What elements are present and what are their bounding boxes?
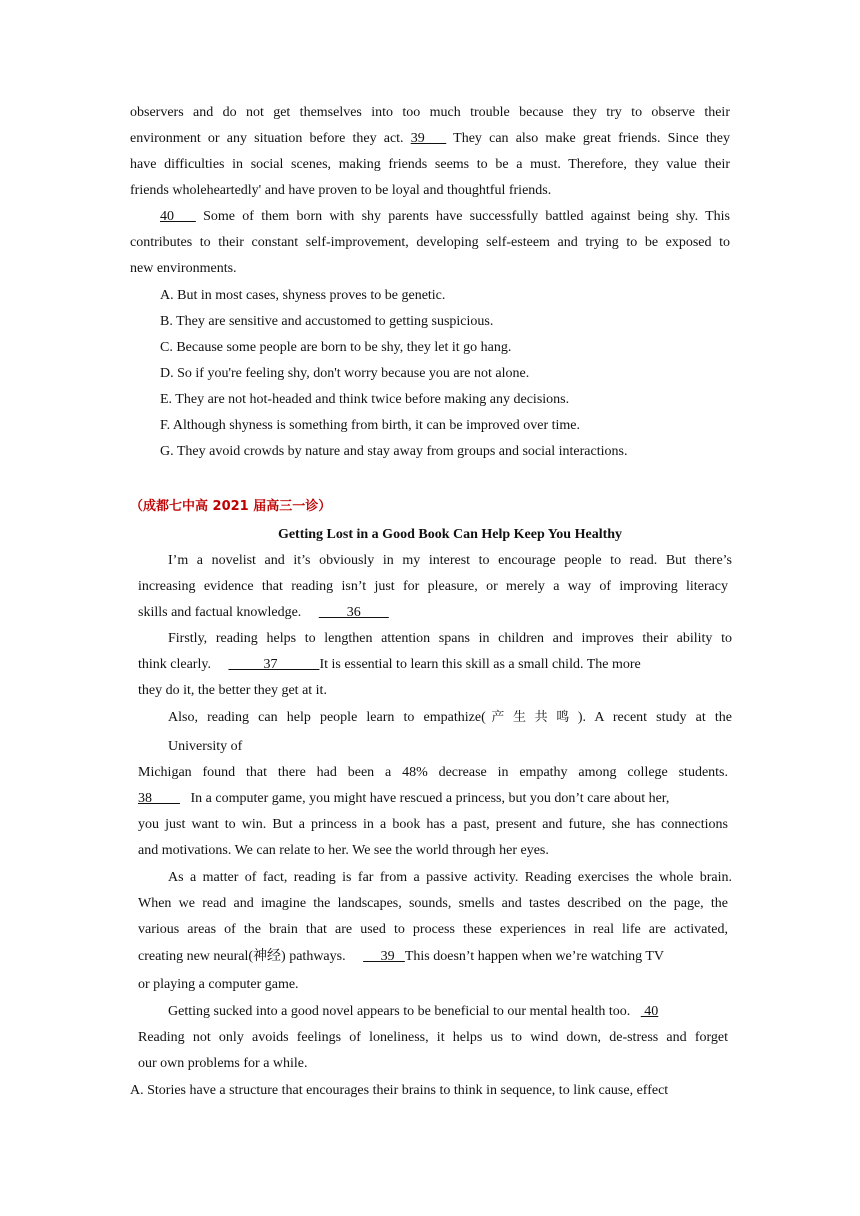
text-line: skills and factual knowledge. 36	[138, 605, 389, 620]
answer-blank-40[interactable]: 40	[160, 209, 196, 224]
text-line: Firstly, reading helps to lengthen attention spans in children and improves their ability to	[168, 631, 732, 646]
text-line: our own problems for a while.	[138, 1056, 308, 1071]
text-line: new environments.	[130, 261, 237, 276]
text-line: Also, reading can help people learn to empathize(产生共鸣). A recent study at the	[168, 710, 732, 725]
passage-title: Getting Lost in a Good Book Can Help Keep You Healthy	[277, 527, 623, 542]
text-line: or playing a computer game.	[138, 977, 299, 992]
text-line: friends wholeheartedly' and have proven to be loyal and thoughtful friends.	[130, 183, 552, 198]
text-line: Michigan found that there had been a 48% decrease in empathy among college students.	[138, 765, 728, 780]
text-line: When we read and imagine the landscapes, sounds, smells and tastes described on the page, the	[138, 896, 728, 911]
text-line: you just want to win. But a princess in a book has a past, present and future, she has connections	[138, 817, 728, 832]
text-line: Getting sucked into a good novel appears to be beneficial to our mental health too. 40	[168, 1004, 659, 1019]
text-line: have difficulties in social scenes, making friends seems to be a must. Therefore, they value their	[130, 157, 730, 172]
source-label: （成都七中高 2021 届高三一诊）	[130, 499, 332, 514]
text-line: University of	[168, 739, 243, 754]
option-item: G. They avoid crowds by nature and stay away from groups and social interactions.	[160, 444, 628, 459]
text-line: observers and do not get themselves into too much trouble because they try to observe their	[130, 105, 730, 120]
text-line: environment or any situation before they act. 39 They can also make great friends. Since they	[130, 131, 730, 146]
text-line: 40 Some of them born with shy parents have successfully battled against being shy. This	[160, 209, 731, 224]
text-line: increasing evidence that reading isn’t just for pleasure, or merely a way of improving literacy	[138, 579, 728, 594]
option-item: F. Although shyness is something from birth, it can be improved over time.	[160, 418, 580, 433]
option-item: A. But in most cases, shyness proves to be genetic.	[160, 288, 446, 303]
text-line: and motivations. We can relate to her. We see the world through her eyes.	[138, 843, 549, 858]
answer-blank-36[interactable]: 36	[318, 605, 389, 620]
text-line: they do it, the better they get at it.	[138, 683, 327, 698]
text-line: I’m a novelist and it’s obviously in my interest to encourage people to read. But there’s	[168, 553, 732, 568]
answer-blank-39[interactable]: 39	[410, 131, 447, 146]
text-line: various areas of the brain that are used to process these experiences in real life are activated,	[138, 922, 728, 937]
answer-blank-40b[interactable]: 40	[640, 1004, 659, 1019]
text-line: 38 In a computer game, you might have rescued a princess, but you don’t care about her,	[138, 791, 670, 806]
text-line: As a matter of fact, reading is far from a passive activity. Reading exercises the whole brain.	[168, 870, 732, 885]
answer-blank-37[interactable]: 37	[228, 657, 320, 672]
text-line: contributes to their constant self-improvement, developing self-esteem and trying to be exposed to	[130, 235, 730, 250]
text-line: think clearly. 37 It is essential to learn this skill as a small child. The more	[138, 657, 641, 672]
text-line: creating new neural(神经) pathways. 39 This doesn’t happen when we’re watching TV	[138, 949, 665, 964]
option-item: E. They are not hot-headed and think twice before making any decisions.	[160, 392, 570, 407]
option-item: D. So if you're feeling shy, don't worry because you are not alone.	[160, 366, 530, 381]
option-item: A. Stories have a structure that encourages their brains to think in sequence, to link cause, effect	[130, 1083, 669, 1098]
option-item: C. Because some people are born to be shy, they let it go hang.	[160, 340, 512, 355]
answer-blank-39b[interactable]: 39	[363, 949, 405, 964]
answer-blank-38[interactable]: 38	[138, 791, 180, 806]
text-line: Reading not only avoids feelings of loneliness, it helps us to wind down, de-stress and forget	[138, 1030, 728, 1045]
option-item: B. They are sensitive and accustomed to getting suspicious.	[160, 314, 494, 329]
